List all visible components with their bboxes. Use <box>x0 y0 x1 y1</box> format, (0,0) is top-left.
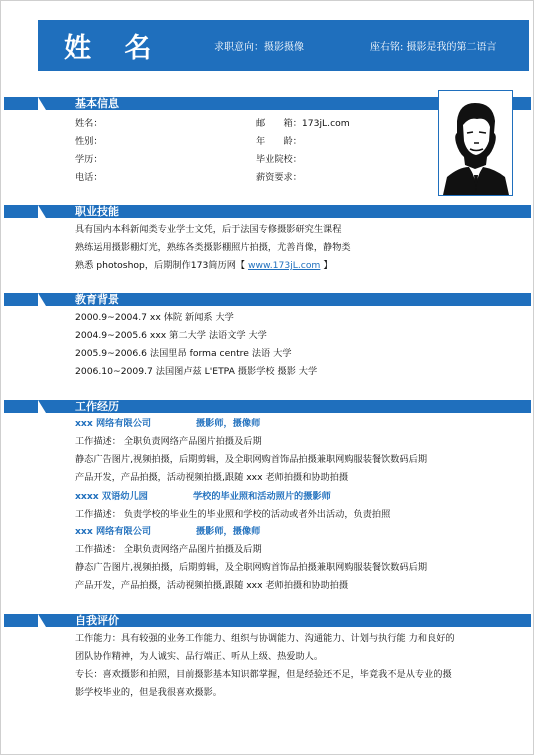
section-tab-shape <box>38 614 70 627</box>
section-self-header <box>0 614 534 627</box>
self-eval-line-2: 团队协作精神，为人诚实、品行端正、听从上级、热爱助人。 <box>75 651 324 662</box>
section-tab-shape <box>38 400 70 413</box>
section-band-right <box>70 400 531 413</box>
age-label: 年 龄： <box>256 136 302 147</box>
section-band-left <box>4 97 38 110</box>
job2-title: 学校的毕业照和活动照片的摄影师 <box>193 491 331 502</box>
self-eval-line-4: 影学校毕业的，但是我很喜欢摄影。 <box>75 687 222 698</box>
section-title-basic: 基本信息 <box>75 97 119 110</box>
skill-line-3-text: 熟悉 photoshop，后期制作173简历网【 <box>75 260 246 271</box>
section-band-right <box>70 205 531 218</box>
education-item-2: 2004.9~2005.6 xxx 第二大学 法语文学 大学 <box>75 330 267 341</box>
section-title-skills: 职业技能 <box>75 205 119 218</box>
section-band-right <box>70 614 531 627</box>
job1-title: 摄影师，摄像师 <box>196 418 261 429</box>
section-tab-shape <box>38 293 70 306</box>
job3-company: xxx 网络有限公司 <box>75 526 152 537</box>
motto: 座右铭: 摄影是我的第二语言 <box>370 42 497 53</box>
skill-line-3-end: 】 <box>323 260 333 271</box>
skill-line-1: 具有国内本科新闻类专业学士文凭，后于法国专修摄影研究生课程 <box>75 224 342 235</box>
phone-label: 电话： <box>75 172 103 183</box>
self-eval-line-1: 工作能力：具有较强的业务工作能力、组织与协调能力、沟通能力、计划与执行能 力和良好的 <box>75 633 455 644</box>
gender-label: 性别： <box>75 136 103 147</box>
job3-description: 工作描述： 全职负责网络产品图片拍摄及后期 <box>75 544 262 555</box>
portrait-image <box>439 91 512 195</box>
section-tab-shape <box>38 205 70 218</box>
job1-line-2: 静态广告图片,视频拍摄，后期剪辑，及全职网购首饰品拍摄兼职网购服装餐饮数码后期 <box>75 454 428 465</box>
skill-line-3 <box>75 260 333 272</box>
section-title-work: 工作经历 <box>75 400 119 413</box>
job2-company: xxxx 双语幼儿园 <box>75 491 148 502</box>
job1-description: 工作描述： 全职负责网络产品图片拍摄及后期 <box>75 436 262 447</box>
section-band-left <box>4 205 38 218</box>
section-work-header <box>0 400 534 413</box>
job2-description: 工作描述： 负责学校的毕业生的毕业照和学校的活动或者外出活动，负责拍照 <box>75 509 391 520</box>
profile-photo <box>438 90 513 196</box>
section-tab-shape <box>38 97 70 110</box>
education-item-1: 2000.9~2004.7 xx 体院 新闻系 大学 <box>75 312 234 323</box>
section-band-right <box>70 293 531 306</box>
job-objective: 求职意向：摄影摄像 <box>214 42 304 53</box>
job3-line-2: 静态广告图片,视频拍摄，后期剪辑，及全职网购首饰品拍摄兼职网购服装餐饮数码后期 <box>75 562 428 573</box>
job3-line-3: 产品开发，产品拍摄，活动视频拍摄,跟随 xxx 老师拍摄和协助拍摄 <box>75 580 349 591</box>
section-band-left <box>4 614 38 627</box>
section-title-education: 教育背景 <box>75 293 119 306</box>
degree-label: 学历： <box>75 154 103 165</box>
self-eval-line-3: 专长：喜欢摄影和拍照，目前摄影基本知识都掌握，但是经验还不足，毕竟我不是从专业的摄 <box>75 669 452 680</box>
section-title-self: 自我评价 <box>75 614 119 627</box>
candidate-name: 姓 名 <box>64 33 164 64</box>
website-link[interactable]: www.173jL.com <box>248 260 321 271</box>
section-education-header <box>0 293 534 306</box>
job3-title: 摄影师，摄像师 <box>196 526 261 537</box>
education-item-3: 2005.9~2006.6 法国里昂 forma centre 法语 大学 <box>75 348 292 359</box>
email-label: 邮 箱：173jL.com <box>256 118 350 129</box>
job1-line-3: 产品开发，产品拍摄，活动视频拍摄,跟随 xxx 老师拍摄和协助拍摄 <box>75 472 349 483</box>
school-label: 毕业院校： <box>256 154 302 165</box>
section-band-left <box>4 400 38 413</box>
section-band-left <box>4 293 38 306</box>
skill-line-2: 熟练运用摄影棚灯光，熟练各类摄影棚照片拍摄，尤善肖像，静物类 <box>75 242 351 253</box>
salary-label: 薪资要求： <box>256 172 302 183</box>
resume-header <box>38 20 529 71</box>
section-skills-header <box>0 205 534 218</box>
job1-company: xxx 网络有限公司 <box>75 418 152 429</box>
education-item-4: 2006.10~2009.7 法国图卢兹 L'ETPA 摄影学校 摄影 大学 <box>75 366 318 377</box>
name-label: 姓名： <box>75 118 103 129</box>
